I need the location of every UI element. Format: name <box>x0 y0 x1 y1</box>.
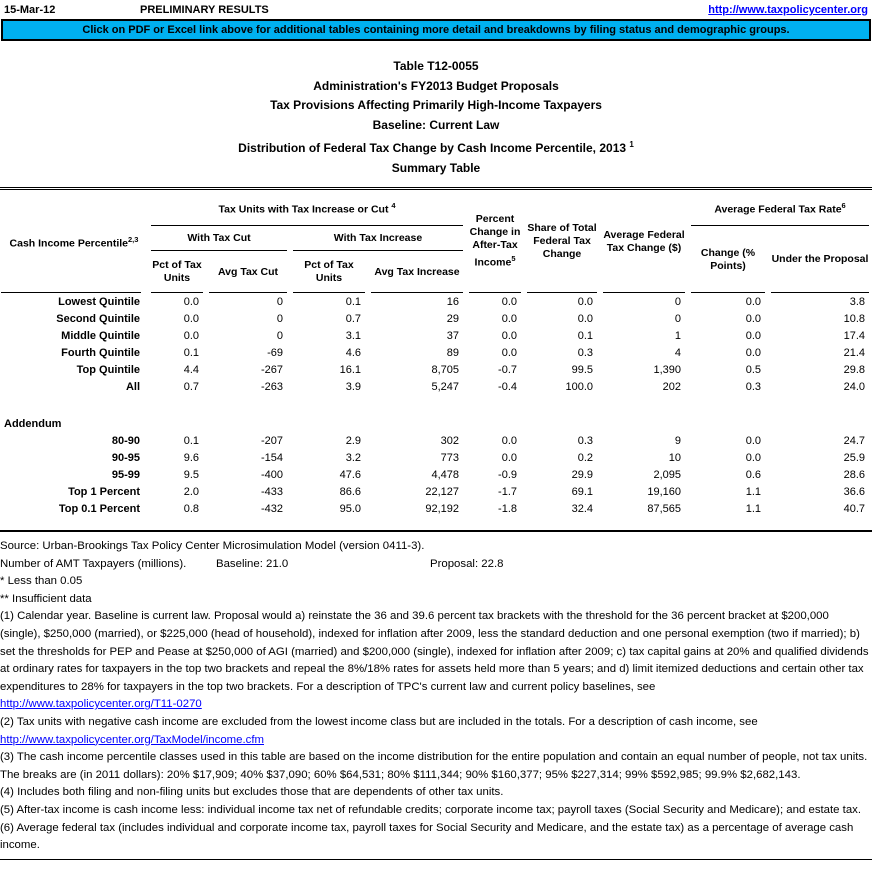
cell: 2,095 <box>653 468 682 481</box>
table-row <box>0 378 872 395</box>
cell: 4.6 <box>345 346 361 359</box>
cell: 9.5 <box>183 468 199 481</box>
amt-label: Number of AMT Taxpayers (millions). <box>0 557 187 570</box>
col-header-rate-change-points: Change (% Points) <box>688 226 768 293</box>
row-label: Lowest Quintile <box>58 295 140 308</box>
cell: 2.9 <box>345 434 361 447</box>
cell: 0.3 <box>577 434 594 447</box>
cell: 0.7 <box>183 380 199 393</box>
cell: 0.1 <box>345 295 361 308</box>
group-header-avg-federal-tax-rate: Average Federal Tax Rate$^6$ <box>688 190 872 226</box>
col-header-pct-units-cut: Pct of Tax Units <box>148 251 206 293</box>
cell: -432 <box>260 502 283 515</box>
cell: 1,390 <box>653 363 682 376</box>
table-row <box>0 361 872 378</box>
top-bar <box>0 0 872 19</box>
amt-taxpayers-note <box>0 556 872 574</box>
table-row <box>0 293 872 310</box>
cell: 0.0 <box>745 434 762 447</box>
cell: 0 <box>674 312 682 325</box>
cell: -0.9 <box>498 468 518 481</box>
cell: 0.0 <box>501 312 518 325</box>
cell: 89 <box>446 346 460 359</box>
cell: 0 <box>276 312 283 325</box>
cell: -0.7 <box>498 363 518 376</box>
col-header-pct-change-after-tax-income: Percent Change in After-Tax Income$^5$ <box>466 190 524 293</box>
cell: 17.4 <box>843 329 866 342</box>
cell: 0.3 <box>745 380 762 393</box>
cell: -267 <box>260 363 283 376</box>
cell: 302 <box>440 434 460 447</box>
cell: 1.1 <box>745 502 762 515</box>
table-row <box>0 327 872 344</box>
info-banner-text: Click on PDF or Excel link above for additional tables containing more detail and breakdowns by filing status and demographic groups. <box>82 24 790 36</box>
taxpolicycenter-link[interactable]: http://www.taxpolicycenter.org <box>708 4 868 16</box>
cell: 3.1 <box>345 329 361 342</box>
cell: 4.4 <box>183 363 199 376</box>
table-row <box>0 466 872 483</box>
preliminary-results-label: PRELIMINARY RESULTS <box>140 4 269 16</box>
cell: 0.6 <box>745 468 762 481</box>
cell: -154 <box>260 451 283 464</box>
table-bottom-rule <box>0 530 872 532</box>
cell: 1 <box>674 329 682 342</box>
cell: -0.4 <box>498 380 518 393</box>
table-header <box>0 190 872 293</box>
cell: 0.0 <box>745 451 762 464</box>
title-baseline: Baseline: Current Law <box>372 117 500 132</box>
cell: -1.8 <box>498 502 518 515</box>
cell: 19,160 <box>647 485 682 498</box>
cell: 25.9 <box>843 451 866 464</box>
cell: 0.0 <box>183 329 199 342</box>
row-label: Top 1 Percent <box>68 485 140 498</box>
cell: 0.0 <box>501 329 518 342</box>
group-header-with-tax-increase: With Tax Increase <box>290 226 466 251</box>
group-header-tax-units: Tax Units with Tax Increase or Cut $^4$ <box>148 190 466 226</box>
cell: 0.0 <box>501 295 518 308</box>
cell: 0.0 <box>183 312 199 325</box>
spacer-row <box>0 395 872 415</box>
row-label: Top 0.1 Percent <box>58 502 140 515</box>
amt-baseline-value: Baseline: 21.0 <box>216 557 289 570</box>
cell: 0.1 <box>577 329 594 342</box>
table-row <box>0 483 872 500</box>
cell: 0.0 <box>577 312 594 325</box>
cell: 0.0 <box>745 329 762 342</box>
title-distribution: Distribution of Federal Tax Change by Cash Income Percentile, 2013 $^1$ <box>238 140 634 155</box>
table-body <box>0 293 872 530</box>
cell: 22,127 <box>425 485 460 498</box>
col-header-avg-tax-cut: Avg Tax Cut <box>206 251 290 293</box>
table-row <box>0 449 872 466</box>
cell: 3.9 <box>345 380 361 393</box>
note-less-than: * Less than 0.05 <box>0 575 83 588</box>
title-table-number: Table T12-0055 <box>393 59 479 73</box>
info-banner <box>1 19 871 41</box>
cell: -263 <box>260 380 283 393</box>
note-insufficient-data: ** Insufficient data <box>0 592 92 605</box>
cell: 0 <box>276 329 283 342</box>
cell: 5,247 <box>431 380 460 393</box>
distribution-table-wrap <box>0 187 872 532</box>
footnote-ref-1: 1 <box>629 140 634 149</box>
cell: 16.1 <box>339 363 361 376</box>
cell: 47.6 <box>339 468 361 481</box>
cell: 40.7 <box>843 502 866 515</box>
cell: -69 <box>267 346 283 359</box>
cell: 92,192 <box>425 502 460 515</box>
cell: 0.7 <box>345 312 361 325</box>
row-label: Middle Quintile <box>61 329 140 342</box>
footnote-2-link[interactable]: http://www.taxpolicycenter.org/TaxModel/income.cfm <box>0 733 264 746</box>
cell: 773 <box>440 451 460 464</box>
distribution-table <box>0 190 872 530</box>
col-header-cash-income-percentile: Cash Income Percentile$^{2,3}$ <box>0 190 148 293</box>
row-label: Fourth Quintile <box>61 346 140 359</box>
cell: 87,565 <box>647 502 682 515</box>
col-header-avg-tax-increase: Avg Tax Increase <box>368 251 466 293</box>
cell: 0.1 <box>183 346 199 359</box>
cell: 99.5 <box>571 363 594 376</box>
cell: 0.3 <box>577 346 594 359</box>
cell: 69.1 <box>571 485 594 498</box>
cell: 0 <box>674 295 682 308</box>
cell: 10 <box>668 451 682 464</box>
cell: 0.0 <box>745 295 762 308</box>
cell: 100.0 <box>565 380 594 393</box>
title-proposal: Administration's FY2013 Budget Proposals <box>313 78 559 93</box>
cell: 29.9 <box>571 468 594 481</box>
table-row <box>0 432 872 449</box>
pad-row <box>0 517 872 530</box>
cell: 0.8 <box>183 502 199 515</box>
cell: 0.0 <box>745 312 762 325</box>
group-header-with-tax-cut: With Tax Cut <box>148 226 290 251</box>
cell: 95.0 <box>339 502 361 515</box>
cell: 0 <box>276 295 283 308</box>
cell: 29 <box>446 312 460 325</box>
cell: 10.8 <box>843 312 866 325</box>
cell: 202 <box>662 380 682 393</box>
col-header-share-total-change: Share of Total Federal Tax Change <box>524 190 600 293</box>
footnotes <box>0 538 872 860</box>
row-label: 95-99 <box>111 468 140 481</box>
col-header-pct-units-increase: Pct of Tax Units <box>290 251 368 293</box>
cell: 37 <box>446 329 460 342</box>
report-date: 15-Mar-12 <box>4 4 56 16</box>
cell: 24.0 <box>843 380 866 393</box>
footnote-1-link[interactable]: http://www.taxpolicycenter.org/T11-0270 <box>0 698 202 711</box>
cell: 4,478 <box>431 468 460 481</box>
cell: -207 <box>260 434 283 447</box>
row-label: Top Quintile <box>76 363 140 376</box>
cell: 0.0 <box>501 434 518 447</box>
col-header-avg-federal-tax-change: Average Federal Tax Change ($) <box>600 190 688 293</box>
cell: 0.0 <box>183 295 199 308</box>
row-label: 80-90 <box>111 434 140 447</box>
cell: 0.1 <box>183 434 199 447</box>
cell: 21.4 <box>843 346 866 359</box>
footnote-4: (4) Includes both filing and non-filing units but excludes those that are dependents of other tax units. <box>0 786 504 799</box>
table-row <box>0 500 872 517</box>
cell: 0.5 <box>745 363 762 376</box>
cell: 24.7 <box>843 434 866 447</box>
cell: -400 <box>260 468 283 481</box>
row-label: 90-95 <box>111 451 140 464</box>
cell: 32.4 <box>571 502 594 515</box>
title-provisions: Tax Provisions Affecting Primarily High-Income Taxpayers <box>270 98 602 112</box>
footnote-3: (3) The cash income percentile classes used in this table are based on the income distribution for the entire population and contain an equal number of people, not tax units. The breaks are (in 2011 dollars): 20% $17,909; 40% $37,090; 60% $64,531; 80% $111,344; 90% $160,377; 95% $227,314; 99% $592,985; 99.9% $2,682,143. <box>0 751 868 781</box>
table-title-block <box>0 57 872 178</box>
cell: 28.6 <box>843 468 866 481</box>
cell: -1.7 <box>498 485 518 498</box>
cell: 29.8 <box>843 363 866 376</box>
cell: 0.0 <box>501 451 518 464</box>
cell: 2.0 <box>183 485 199 498</box>
addendum-row <box>0 415 872 432</box>
cell: 3.2 <box>345 451 361 464</box>
cell: 9 <box>674 434 682 447</box>
footnote-2: (2) Tax units with negative cash income are excluded from the lowest income class but are included in the totals. For a description of cash income, see <box>0 715 758 728</box>
row-label: All <box>125 380 140 393</box>
source-note: Source: Urban-Brookings Tax Policy Center Microsimulation Model (version 0411-3). <box>0 540 425 552</box>
cell: 16 <box>446 295 460 308</box>
cell: -433 <box>260 485 283 498</box>
cell: 0.0 <box>501 346 518 359</box>
footnote-5: (5) After-tax income is cash income less: individual income tax net of refundable credits; corporate income tax; payroll taxes (Social Security and Medicare); and estate tax. <box>0 803 862 816</box>
cell: 0.0 <box>577 295 594 308</box>
table-row <box>0 344 872 361</box>
row-label: Second Quintile <box>56 312 140 325</box>
cell: 8,705 <box>431 363 460 376</box>
cell: 86.6 <box>339 485 361 498</box>
cell: 9.6 <box>183 451 199 464</box>
col-header-rate-under-proposal: Under the Proposal <box>768 226 872 293</box>
cell: 0.0 <box>745 346 762 359</box>
cell: 1.1 <box>745 485 762 498</box>
cell: 36.6 <box>843 485 866 498</box>
cell: 3.8 <box>849 295 866 308</box>
page-bottom-rule <box>0 859 872 860</box>
amt-proposal-value: Proposal: 22.8 <box>430 557 504 570</box>
cell: 0.2 <box>577 451 594 464</box>
title-summary: Summary Table <box>391 160 481 175</box>
table-row <box>0 310 872 327</box>
footnote-6: (6) Average federal tax (includes individual and corporate income tax, payroll taxes for Social Security and Medicare, and the estate tax) as a percentage of average cash income. <box>0 821 854 852</box>
addendum-label: Addendum <box>4 417 62 430</box>
footnote-1: (1) Calendar year. Baseline is current law. Proposal would a) reinstate the 36 and 39.6 percent tax brackets with the threshold for the 36 percent bracket at $200,000 (single), $250,000 (married), or $225,000 (head of household), indexed for inflation after 2009, less the standard deduction and one personal exemption (two if married); b) set the thresholds for PEP and Pease at $250,000 of AGI (married) and $200,000 (single), indexed for inflation after 2009; c) tax capital gains at 20% and qualified dividends at ordinary rates for taxpayers in the top two brackets and repeal the 8%/18% rates for assets held more than 5 years; and d) limit itemized deductions and certain other tax expenditures to 28% for taxpayers in the top two brackets. For a description of TPC's current law and current policy baselines, see <box>0 610 869 693</box>
cell: 4 <box>674 346 682 359</box>
